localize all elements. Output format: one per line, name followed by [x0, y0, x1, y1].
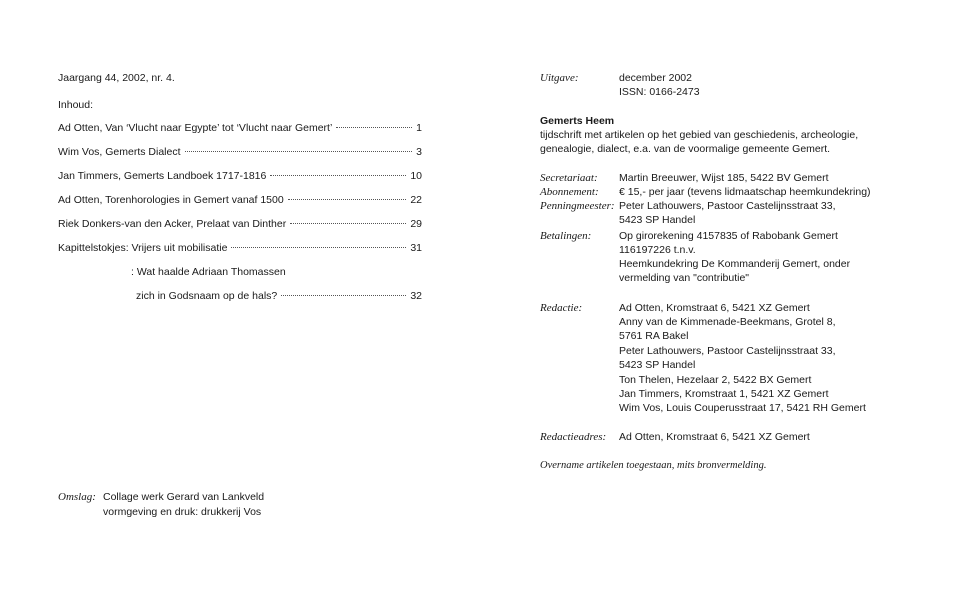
- toc-entry: [58, 146, 422, 160]
- treasurer-line: Peter Lathouwers, Pastoor Castelijnsstraat 33,: [619, 200, 836, 212]
- editorial-line: Jan Timmers, Kromstraat 1, 5421 XZ Gemert: [619, 388, 829, 400]
- payments-line: Op girorekening 4157835 of Rabobank Gemert: [619, 230, 838, 242]
- payments-label: Betalingen:: [540, 230, 592, 242]
- issue-date: december 2002: [619, 72, 692, 84]
- toc-entry-title: Ad Otten, Van ‘Vlucht naar Egypte’ tot ‘Vlucht naar Gemert’: [58, 122, 333, 134]
- toc-leader-dots: [336, 127, 412, 128]
- editorial-line: 5423 SP Handel: [619, 359, 696, 371]
- toc-entry: [58, 170, 422, 184]
- toc-entry-page: 31: [410, 242, 422, 254]
- journal-description-line: tijdschrift met artikelen op het gebied van geschiedenis, archeologie,: [540, 129, 859, 141]
- toc-entry: [58, 218, 422, 232]
- toc-entry-title: Wim Vos, Gemerts Dialect: [58, 146, 181, 158]
- toc-entry-page: 3: [416, 146, 422, 158]
- cover-line: Collage werk Gerard van Lankveld: [103, 491, 265, 503]
- toc-entry-page: 22: [410, 194, 422, 206]
- toc-leader-dots: [288, 199, 407, 200]
- toc-entry-title: Riek Donkers-van den Acker, Prelaat van Dinther: [58, 218, 287, 230]
- toc-entry-page: 1: [416, 122, 422, 134]
- toc-leader-dots: [231, 247, 406, 248]
- subscription-value: € 15,- per jaar (tevens lidmaatschap heemkundekring): [619, 186, 871, 198]
- toc-entry-page: 10: [410, 170, 422, 182]
- cover-label: Omslag:: [58, 491, 96, 503]
- journal-name: Gemerts Heem: [540, 115, 615, 127]
- issn: ISSN: 0166-2473: [619, 86, 700, 98]
- toc-entry-title: Ad Otten, Torenhorologies in Gemert vanaf 1500: [58, 194, 284, 206]
- issue-label: Uitgave:: [540, 72, 579, 84]
- editorial-line: Peter Lathouwers, Pastoor Castelijnsstraat 33,: [619, 345, 836, 357]
- editorial-address-label: Redactieadres:: [540, 431, 607, 443]
- editorial-line: Ton Thelen, Hezelaar 2, 5422 BX Gemert: [619, 374, 812, 386]
- toc-leader-dots: [281, 295, 406, 296]
- toc-entry-title: zich in Godsnaam op de hals?: [136, 290, 278, 302]
- toc-leader-dots: [290, 223, 406, 224]
- toc-entry: [136, 290, 422, 304]
- payments-line: 116197226 t.n.v.: [619, 244, 696, 256]
- volume-line: Jaargang 44, 2002, nr. 4.: [58, 72, 175, 84]
- editorial-line: Anny van de Kimmenade-Beekmans, Grotel 8,: [619, 316, 836, 328]
- editorial-line: Wim Vos, Louis Couperusstraat 17, 5421 RH Gemert: [619, 402, 866, 414]
- payments-line: Heemkundekring De Kommanderij Gemert, onder: [619, 258, 851, 270]
- editorial-line: 5761 RA Bakel: [619, 330, 689, 342]
- toc-entry-page: 32: [410, 290, 422, 302]
- toc-entry-page: 29: [410, 218, 422, 230]
- toc-leader-dots: [185, 151, 413, 152]
- toc-entry-title: Kapittelstokjes: Vrijers uit mobilisatie: [58, 242, 228, 254]
- editorial-line: Ad Otten, Kromstraat 6, 5421 XZ Gemert: [619, 302, 810, 314]
- editorial-label: Redactie:: [540, 302, 583, 314]
- secretariat-label: Secretariaat:: [540, 172, 598, 184]
- payments-line: vermelding van "contributie": [619, 272, 750, 284]
- toc-entry-title: Jan Timmers, Gemerts Landboek 1717-1816: [58, 170, 267, 182]
- toc-entry: [58, 242, 422, 256]
- secretariat-value: Martin Breeuwer, Wijst 185, 5422 BV Gemert: [619, 172, 829, 184]
- treasurer-label: Penningmeester:: [540, 200, 615, 212]
- copyright-note: Overname artikelen toegestaan, mits bronvermelding.: [540, 460, 767, 471]
- toc-leader-dots: [270, 175, 406, 176]
- contents-heading: Inhoud:: [58, 99, 94, 111]
- journal-description-line: genealogie, dialect, e.a. van de voormalige gemeente Gemert.: [540, 143, 831, 155]
- treasurer-line: 5423 SP Handel: [619, 214, 696, 226]
- toc-subentry-line: : Wat haalde Adriaan Thomassen: [131, 266, 286, 278]
- editorial-address-value: Ad Otten, Kromstraat 6, 5421 XZ Gemert: [619, 431, 810, 443]
- subscription-label: Abonnement:: [540, 186, 599, 198]
- cover-line: vormgeving en druk: drukkerij Vos: [103, 506, 262, 518]
- toc-entry: [58, 194, 422, 208]
- toc-entry: [58, 122, 422, 136]
